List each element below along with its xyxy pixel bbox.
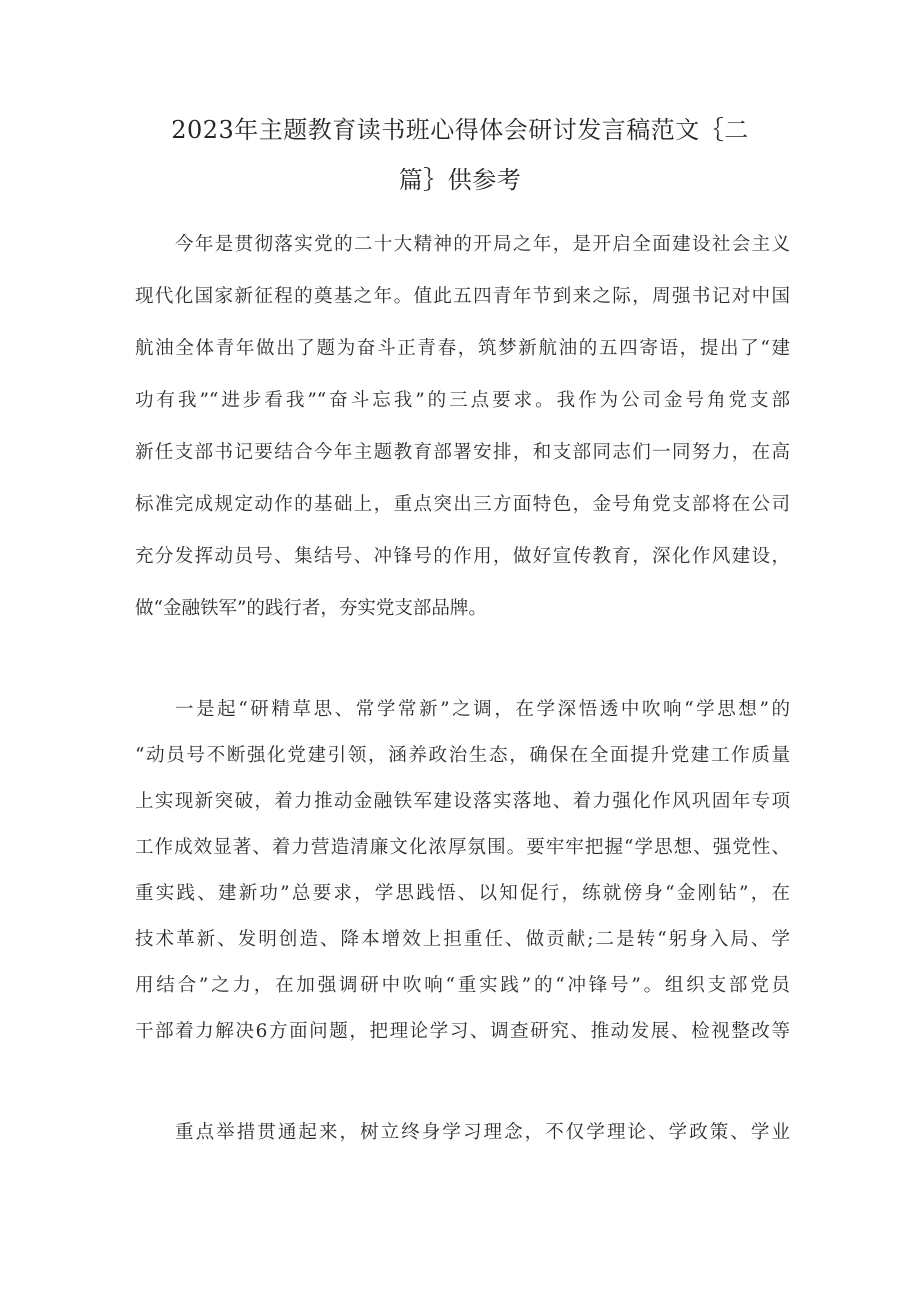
paragraph-line: 重点举措贯通起来，树立终身学习理念，不仅学理论、学政策、学业 xyxy=(175,1122,790,1143)
paragraph-line: 现代化国家新征程的奠基之年。值此五四青年节到来之际，周强书记对中国 xyxy=(135,286,790,307)
paragraph-line: 用结合”之力，在加强调研中吹响“重实践”的“冲锋号”。组织支部党员 xyxy=(135,975,790,996)
paragraph-line: 工作成效显著、着力营造清廉文化浓厚氛围。要牢牢把握“学思想、强党性、 xyxy=(135,837,790,858)
paragraph-line: 技术革新、发明创造、降本增效上担重任、做贡献;二是转“躬身入局、学 xyxy=(135,929,790,950)
paragraph xyxy=(135,219,790,635)
paragraph-line: “动员号不断强化党建引领，涵养政治生态，确保在全面提升党建工作质量 xyxy=(135,745,790,766)
paragraph xyxy=(135,1110,790,1156)
paragraph-line: 功有我”“进步看我”“奋斗忘我”的三点要求。我作为公司金号角党支部 xyxy=(135,390,790,411)
paragraph-line: 上实现新突破，着力推动金融铁军建设落实落地、着力强化作风巩固年专项 xyxy=(135,791,790,812)
paragraph-line: 新任支部书记要结合今年主题教育部署安排，和支部同志们一同努力，在高 xyxy=(135,442,790,463)
paragraph-line: 一是起“研精草思、常学常新”之调，在学深悟透中吹响“学思想”的 xyxy=(175,699,790,720)
paragraph-line: 干部着力解决6方面问题，把理论学习、调查研究、推动发展、检视整改等 xyxy=(135,1021,790,1042)
title-line: 篇｝供参考 xyxy=(398,166,522,194)
paragraph xyxy=(135,687,790,1055)
title-line: 2023年主题教育读书班心得体会研讨发言稿范文｛二 xyxy=(171,116,749,144)
paragraph-line: 航油全体青年做出了题为奋斗正青春，筑梦新航油的五四寄语，提出了“建 xyxy=(135,338,790,359)
paragraph-line: 充分发挥动员号、集结号、冲锋号的作用，做好宣传教育，深化作风建设， xyxy=(135,546,790,567)
paragraph-line: 标准完成规定动作的基础上，重点突出三方面特色，金号角党支部将在公司 xyxy=(135,494,790,515)
paragraph-line: 今年是贯彻落实党的二十大精神的开局之年，是开启全面建设社会主义 xyxy=(175,234,790,255)
paragraph-line: 做“金融铁军”的践行者，夯实党支部品牌。 xyxy=(135,598,487,619)
paragraph-line: 重实践、建新功”总要求，学思践悟、以知促行，练就傍身“金刚钻”，在 xyxy=(135,883,790,904)
document-title xyxy=(0,105,920,205)
